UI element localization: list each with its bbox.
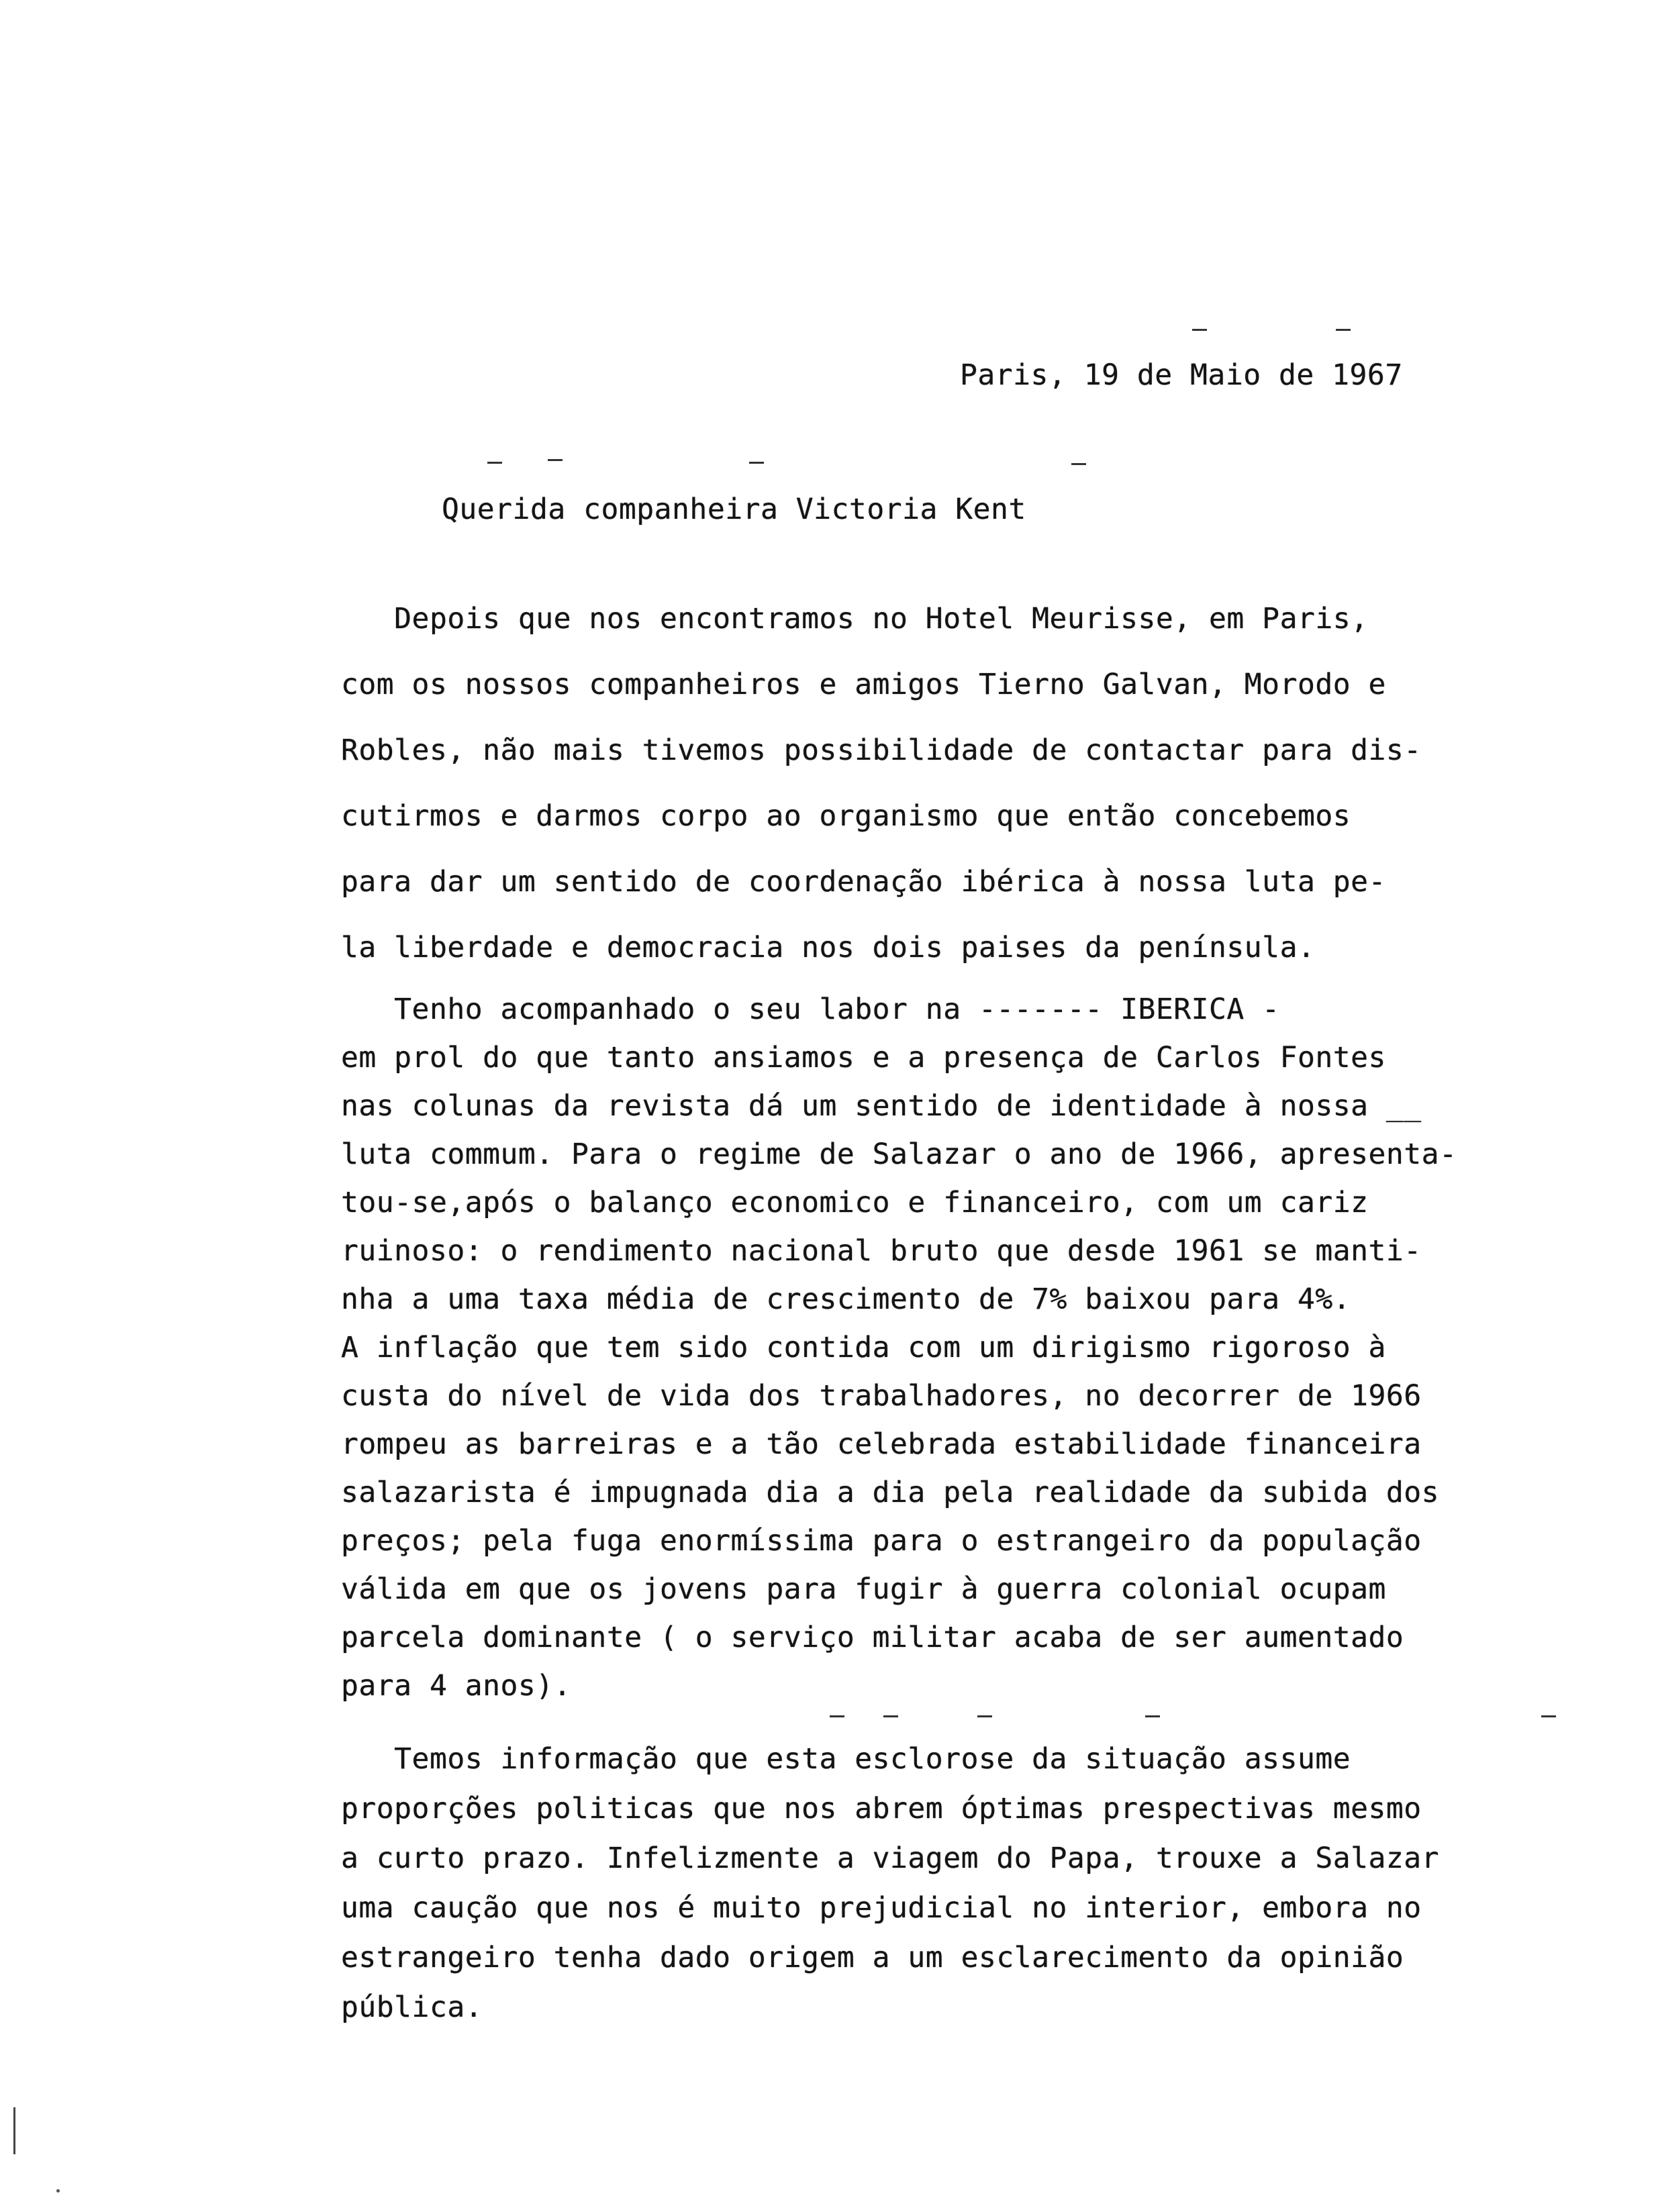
typewriter-accent-mark	[749, 462, 764, 464]
text-line: tou-se,após o balanço economico e financeiro, com um cariz	[341, 1186, 1369, 1219]
typewriter-accent-mark	[487, 462, 502, 464]
text-line: Temos informação que esta esclorose da situação assume	[341, 1742, 1351, 1776]
typewriter-accent-mark	[548, 459, 563, 461]
text-line: ruinoso: o rendimento nacional bruto que desde 1961 se manti-	[341, 1234, 1422, 1268]
text-line: cutirmos e darmos corpo ao organismo que então concebemos	[341, 799, 1351, 833]
text-line: com os nossos companheiros e amigos Tierno Galvan, Morodo e	[341, 668, 1386, 701]
typewriter-accent-mark	[977, 1715, 992, 1717]
typewriter-accent-mark	[1145, 1715, 1160, 1717]
text-line: pública.	[341, 1991, 483, 2024]
letter-salutation: Querida companheira Victoria Kent	[442, 493, 1026, 526]
text-line: válida em que os jovens para fugir à guerra colonial ocupam	[341, 1572, 1386, 1606]
text-line: custa do nível de vida dos trabalhadores, no decorrer de 1966	[341, 1379, 1422, 1413]
margin-mark	[13, 2107, 15, 2154]
text-line: luta commum. Para o regime de Salazar o ano de 1966, apresenta-	[341, 1138, 1457, 1171]
paragraph-1	[341, 586, 1616, 981]
paragraph-3	[341, 1734, 1616, 2032]
text-line: A inflação que tem sido contida com um dirigismo rigoroso à	[341, 1331, 1386, 1364]
text-line: nha a uma taxa média de crescimento de 7% baixou para 4%.	[341, 1283, 1351, 1316]
text-line: la liberdade e democracia nos dois paises da península.	[341, 931, 1316, 964]
text-line: Tenho acompanhado o seu labor na ------- IBERICA -	[341, 993, 1280, 1026]
text-line: salazarista é impugnada dia a dia pela realidade da subida dos	[341, 1476, 1440, 1509]
text-line: preços; pela fuga enormíssima para o estrangeiro da população	[341, 1524, 1422, 1558]
typewriter-accent-mark	[830, 1715, 844, 1717]
typewriter-accent-mark	[883, 1715, 898, 1717]
text-line: parcela dominante ( o serviço militar acaba de ser aumentado	[341, 1621, 1404, 1654]
typewriter-accent-mark	[1071, 463, 1086, 465]
letter-date: Paris, 19 de Maio de 1967	[960, 358, 1403, 392]
text-line: rompeu as barreiras e a tão celebrada estabilidade financeira	[341, 1427, 1422, 1461]
text-line: nas colunas da revista dá um sentido de identidade à nossa __	[341, 1089, 1422, 1123]
text-line: Robles, não mais tivemos possibilidade de contactar para dis-	[341, 734, 1422, 767]
text-line: em prol do que tanto ansiamos e a presença de Carlos Fontes	[341, 1041, 1386, 1074]
text-line: a curto prazo. Infelizmente a viagem do Papa, trouxe a Salazar	[341, 1842, 1440, 1875]
typewriter-accent-mark	[1541, 1715, 1556, 1717]
text-line: para dar um sentido de coordenação ibérica à nossa luta pe-	[341, 865, 1386, 899]
text-line: uma caução que nos é muito prejudicial no interior, embora no	[341, 1891, 1422, 1925]
typewriter-accent-mark	[1192, 329, 1207, 331]
text-line: proporções politicas que nos abrem óptimas prespectivas mesmo	[341, 1792, 1422, 1825]
text-line: estrangeiro tenha dado origem a um esclarecimento da opinião	[341, 1941, 1404, 1974]
typewriter-accent-mark	[1336, 329, 1351, 331]
paragraph-2	[341, 985, 1616, 1710]
text-line: para 4 anos).	[341, 1669, 572, 1703]
margin-dot	[56, 2189, 60, 2193]
text-line: Depois que nos encontramos no Hotel Meurisse, em Paris,	[341, 602, 1369, 636]
